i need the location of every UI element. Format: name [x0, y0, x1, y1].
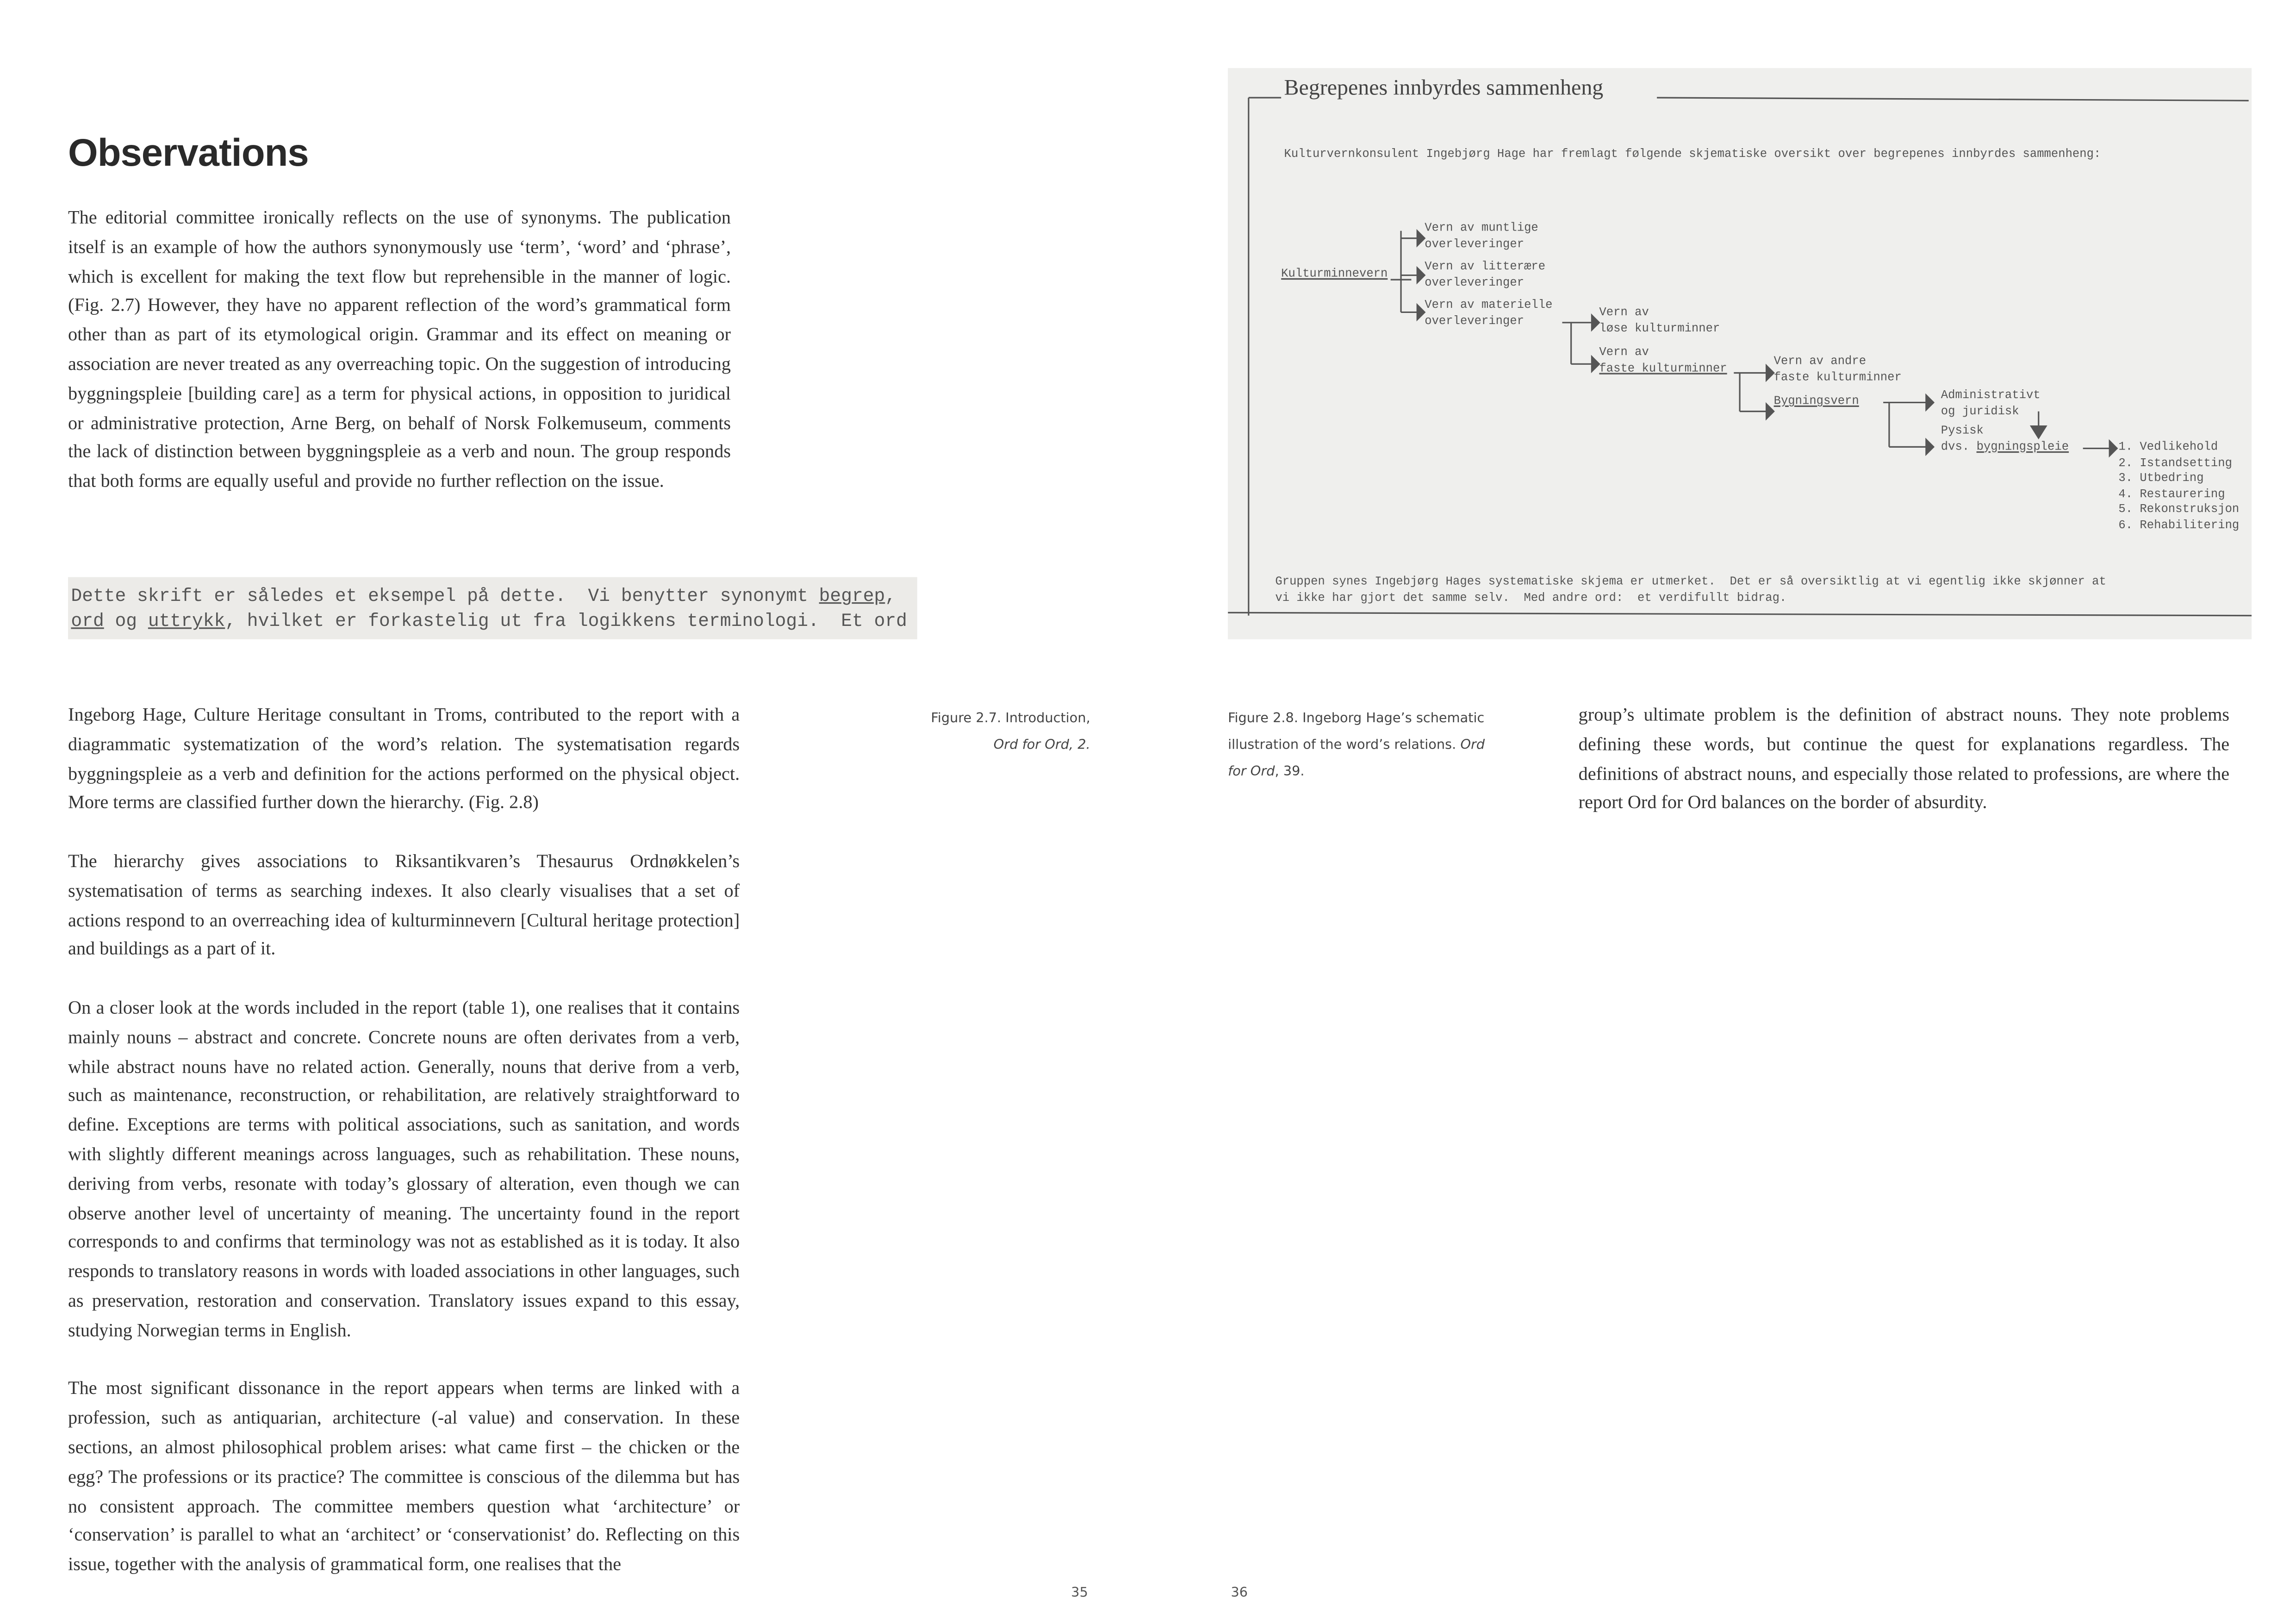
node-line: Pysisk	[1941, 425, 1984, 438]
left-column-top	[68, 204, 731, 526]
figure-2-8-scan	[1228, 68, 2252, 639]
node: Vern av muntlige overleveringer	[1425, 222, 1538, 251]
page-number-left: 35	[1071, 1586, 1088, 1601]
page-heading: Observations	[68, 130, 309, 175]
caption-line: Ord for Ord, 2.	[993, 738, 1090, 754]
left-column-main	[68, 701, 740, 1610]
paragraph: On a closer look at the words included in the report (table 1), one realises that it contains mainly nouns – abstract and concrete. Concrete nouns are often derivates from a verb, while abstract nouns have no related action. Generally, nouns that derive from a verb, such as maintenance, reconstruction, or rehabilitation, are relatively straightforward to define. Exceptions are terms with political associations, such as sanitation, and words with slightly different meanings across languages, such as rehabilitation. These nouns, deriving from verbs, resonate with today’s glossary of alteration, even though we can observe another level of uncertainty of meaning. The uncertainty found in the report corresponds to and confirms that terminology was not as established as it is today. It also responds to translatory reasons in words with loaded associations in other languages, such as preservation, restoration and conservation. Translatory issues expand to this essay, studying Norwegian terms in English.	[68, 997, 740, 1341]
node	[1599, 346, 1727, 377]
caption-text: Figure 2.8. Ingeborg Hage’s schematic illustration of the word’s relations.	[1228, 712, 1485, 754]
node	[1941, 425, 2069, 456]
excerpt-text: , hvilket er forkastelig ut fra logikkens terminologi. Et ord	[225, 611, 907, 632]
node: Administrativt og juridisk	[1941, 389, 2041, 418]
action-list: 1. Vedlikehold 2. Istandsetting 3. Utbedring 4. Restaurering 5. Rekonstruksjon 6. Rehabilitering	[2118, 441, 2240, 532]
node-kulturminnevern: Kulturminnevern	[1281, 268, 1388, 281]
paragraph: group’s ultimate problem is the definition of abstract nouns. They note problems defining these words, but continue the quest for explanations regardless. The definitions of abstract nouns, and especially those related to professions, are where the report Ord for Ord balances on the border of absurdity.	[1578, 704, 2230, 813]
excerpt-underlined: uttrykk	[148, 611, 225, 632]
node-bygningspleie: bygningspleie	[1976, 440, 2069, 454]
excerpt-text: og	[104, 611, 148, 632]
paragraph: Ingeborg Hage, Culture Heritage consultant in Troms, contributed to the report with a diagrammatic systematization of the word’s relation. The systematisation regards byggningspleie as a verb and definition for the actions performed on the physical object. More terms are classified further down the hierarchy. (Fig. 2.8)	[68, 704, 740, 813]
excerpt-text: Dette skrift er således et eksempel på dette. Vi benytter synonymt	[71, 586, 819, 607]
node: Vern av andre faste kulturminner	[1773, 355, 1902, 384]
figure-intro: Kulturvernkonsulent Ingebjørg Hage har fremlagt følgende skjematiske oversikt over begrepenes innbyrdes sammenheng:	[1284, 148, 2101, 162]
caption-text: , 39.	[1275, 765, 1305, 780]
page-number-right: 36	[1231, 1586, 1248, 1601]
figure-2-7-excerpt	[68, 577, 917, 639]
figure-title: Begrepenes innbyrdes sammenheng	[1284, 77, 1604, 101]
excerpt-text: ,	[885, 586, 896, 607]
node: Vern av materielle overleveringer	[1425, 299, 1553, 328]
figure-footer: Gruppen synes Ingebjørg Hages systematiske skjema er utmerket. Det er så oversiktlig at vi egentlig ikke skjønner at vi ikke har gjort det samme selv. Med andre ord: et verdifullt bidrag.	[1275, 575, 2106, 605]
excerpt-underlined: begrep	[819, 586, 885, 607]
paragraph: The most significant dissonance in the report appears when terms are linked with a profession, such as antiquarian, architecture (-al value) and conservation. In these sections, an almost philosophical problem arises: what came first – the chicken or the egg? The professions or its practice? The committee is conscious of the dilemma but has no consistent approach. The committee members question what ‘architecture’ or ‘conservation’ is parallel to what an ‘architect’ or ‘conservationist’ do. Reflecting on this issue, together with the analysis of grammatical form, one realises that the	[68, 1378, 740, 1575]
paragraph: The hierarchy gives associations to Riksantikvaren’s Thesaurus Ordnøkkelen’s systematisation of terms as searching indexes. It also clearly visualises that a set of actions respond to an overreaching idea of kulturminnevern [Cultural heritage protection] and buildings as a part of it.	[68, 850, 740, 960]
figure-2-8-caption	[1228, 706, 1494, 786]
node-bygningsvern: Bygningsvern	[1773, 395, 1859, 409]
caption-line: Figure 2.7. Introduction,	[931, 712, 1090, 727]
caption-source: Ord for Ord	[1228, 738, 1485, 780]
excerpt-underlined: ord	[71, 611, 104, 632]
figure-2-7-caption	[888, 706, 1090, 759]
node-line: dvs.	[1941, 440, 1977, 454]
node-line: faste kulturminner	[1599, 362, 1727, 375]
node: Vern av løse kulturminner	[1599, 306, 1720, 336]
paragraph: The editorial committee ironically reflects on the use of synonyms. The publication itself is an example of how the authors synonymously use ‘term’, ‘word’ and ‘phrase’, which is excellent for making the text flow but reprehensible in the manner of logic. (Fig. 2.7) However, they have no apparent reflection of the word’s grammatical form other than as part of its etymological origin. Grammar and its effect on meaning or association are never treated as any overreaching topic. On the suggestion of introducing byggningspleie [building care] as a term for physical actions, in opposition to juridical or administrative protection, Arne Berg, on behalf of Norsk Folkemuseum, comments the lack of distinction between byggningspleie as a verb and noun. The group responds that both forms are equally useful and provide no further reflection on the issue.	[68, 207, 731, 492]
right-column	[1579, 701, 2229, 848]
node: Vern av litterære overleveringer	[1425, 260, 1546, 289]
node-line: Vern av	[1599, 346, 1649, 360]
